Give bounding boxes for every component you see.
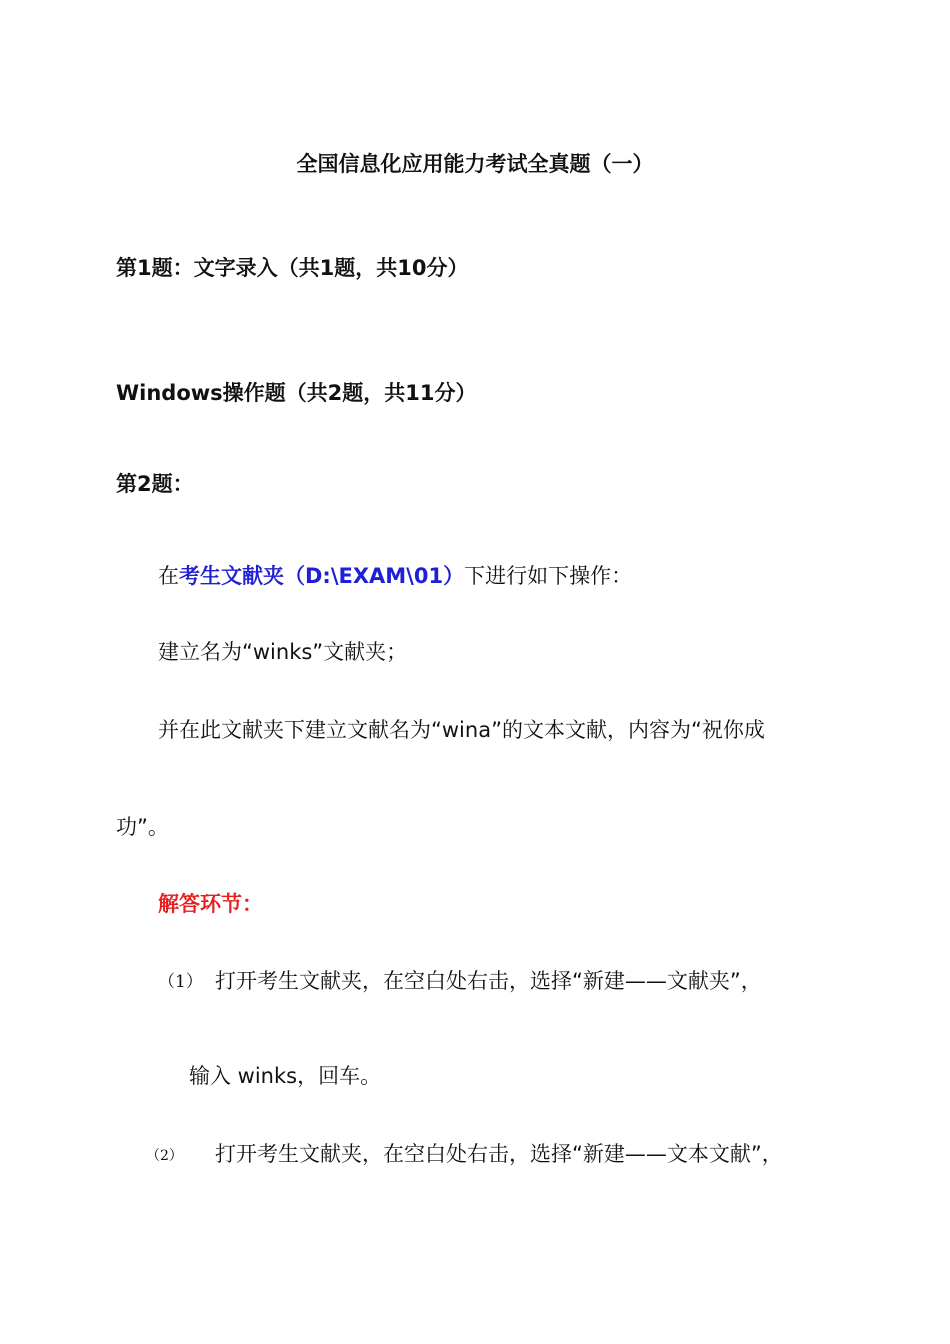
instruction-prefix: 在: [158, 564, 179, 588]
question-label: 第2题：: [116, 472, 194, 496]
document-title: 全国信息化应用能力考试全真题（一）: [296, 152, 654, 176]
step-create-folder: 建立名为“winks”文献夹；: [158, 640, 408, 664]
answer-text-1-continued: 输入 winks，回车。: [189, 1064, 382, 1088]
step-create-file: 并在此文献夹下建立文献名为“wina”的文本文献，内容为“祝你成: [158, 718, 765, 742]
instruction-suffix: 下进行如下操作：: [464, 564, 633, 588]
exam-folder-path: 考生文献夹（D:\EXAM\01）: [179, 564, 465, 588]
answer-text-1: 打开考生文献夹，在空白处右击，选择“新建——文献夹”，: [215, 969, 762, 993]
step-create-file-continued: 功”。: [116, 815, 169, 839]
answer-number-2: （2）: [146, 1148, 183, 1164]
answer-text-2: 打开考生文献夹，在空白处右击，选择“新建——文本文献”，: [215, 1142, 783, 1166]
section-heading-windows: Windows操作题（共2题，共11分）: [116, 381, 477, 405]
answer-heading: 解答环节：: [158, 892, 263, 916]
answer-number-1: （1）: [158, 972, 203, 992]
section-heading-typing: 第1题：文字录入（共1题，共10分）: [116, 256, 469, 280]
instruction-line: [158, 562, 632, 590]
